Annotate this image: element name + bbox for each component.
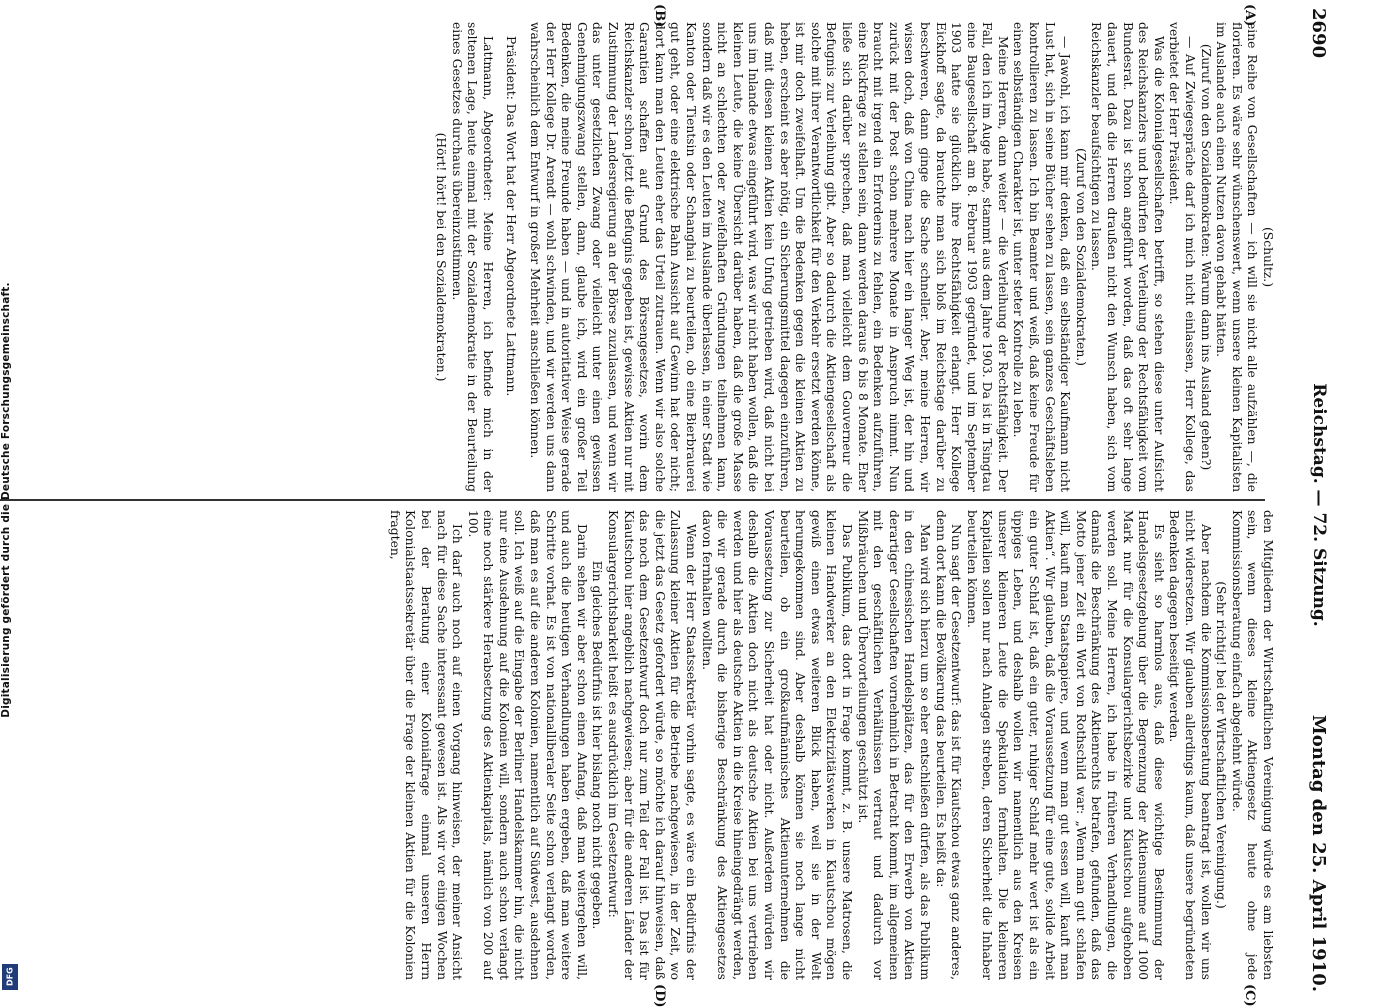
paragraph: Aber nachdem die Kommissionsberatung beantragt ist, wollen wir uns nicht widersetzen. Wir glauben allerdings kaum, daß unsere begründeten Bedenken dagegen beseitigt werden. [1167,510,1213,980]
paragraph: Das Publikum, das dort in Frage kommt, z. B. unsere Matrosen, die kleinen Handwerker an den Elektrizitätswerken in Kiautschou mögen gewiß einen etwas weiteren Blick haben, weil sie in der Welt herumgekommen sind. Aber deshalb können sie noch lange nicht beurteilen, ob ein großkaufmännisches Aktienunternehmen die Voraussetzung zur Sicherheit hat oder nicht. Außerdem würden wir deshalb die Aktien doch nicht als deutsche Aktien bei uns vertrieben werden und hier als deutsche Aktien in die Kreise hineingedrängt werden, die wir gerade durch die bisherige Beschränkung des Aktiengesetzes davon fernhalten wollten. [699,510,854,980]
paragraph: den Mitgliedern der Wirtschaftlichen Vereinigung würde es am liebsten sein, wenn dieses kleine Aktiengesetz heute ohne jede Kommissionsberatung einfach abgelehnt würde. [1229,510,1275,980]
speaker-marker: (Schultz.) [1261,226,1275,287]
left-text-column [20,22,1275,492]
digitization-credit [0,0,20,1000]
paragraph: Darin sehen wir aber schon einen Anfang, daß man weitergehen will, und auch die heutigen Verhandlungen haben ergeben, daß man weitere Schritte vorhat. Es ist von nationalliberaler Seite schon verlangt worden, daß man es auf die anderen Kolonien, namentlich auf Südwest, ausdehnen soll. Ich weiß auf die Eingabe der Berliner Handelskammer hin, die nicht nur eine Ausdehnung auf die Kolonien will, sondern auch schon verlangt eine noch stärkere Herabsetzung des Aktienkapitals, nämlich von 200 auf 100. [465,510,589,980]
paragraph: Wenn der Herr Staatssekretär vorhin sagte, es wäre ein Bedürfnis der Zulassung kleiner Aktien für die Betriebe nachgewiesen, in der Zeit, wo die jetzt das Gesetz gefordert würde, so möchte ich darauf hinweisen, daß das noch dem Gesetzentwurf doch nur zum Teil der Fall ist. Das ist für Kiautschou hier angeblich nachgewiesen; aber für die anderen Länder der Konsulargerichtsbarkeit heißt es ausdrücklich im Gesetzentwurf: [606,510,699,980]
running-header: Reichstag. — 72. Sitzung. [1309,383,1329,627]
paragraph: Was die Kolonialgesellschaften betrifft, so stehen diese unter Aufsicht des Reichskanzlers und bedürfen der Verleihung der Rechtsfähigkeit vom Bundesrat. Dazu ist schon angeführt worden, daß das oft sehr lange dauert, und daß die Herren draußen nicht den Wunsch haben, sich vom Reichskanzler beaufsichtigen zu lassen. [1089,22,1166,492]
margin-letter-c: (C) [1242,984,1257,1007]
page-number: 2690 [1308,8,1329,59]
paragraph: eine Reihe von Gesellschaften — ich will sie nicht alle aufzählen —, die florieren. Es wäre sehr wünschenswert, wenn unsere kleinen Kapitalisten im Auslande auch einen Nutzen davon gehabt hätten. [1214,22,1260,492]
margin-letter-b: (B) [652,4,667,28]
president-statement: Präsident: Das Wort hat der Herr Abgeordnete Lattmann. [504,36,519,397]
header-date: Montag den 25. April 1910. [1308,714,1329,992]
margin-letter-a: (A) [1242,4,1257,27]
interjection: (Zuruf von den Sozialdemokraten: Warum dann ins Ausland gehen?) [1198,43,1213,471]
paragraph: — Auf Zwiegespräche darf ich mich nicht einlassen, Herr Kollege, das verbietet der Herr Präsident. [1167,22,1198,492]
interjection: (Zuruf von den Sozialdemokraten.) [1073,148,1088,366]
quotation: Man wird sich hierzu um so eher entschließen dürfen, als das Publikum in den chinesischen Handelsplätzen, das für den Erwerb von Aktien derartiger Gesellschaften vornehmlich in Betracht kommt, im allgemeinen mit den geschäftlichen Verhältnissen vertraut und dadurch vor Mißbräuchen und Übervorteilungen geschützt ist. [855,510,932,980]
paragraph: Meine Herren, dann weiter — die Verleihung der Rechtsfähigkeit. Der Fall, den ich im Auge habe, stammt aus dem Jahre 1903. Da ist in Tsingtau eine Baugesellschaft am 8. Februar 1903 gegründet, und im September 1903 hatte sie glücklich ihre Rechtsfähigkeit erlangt. Herr Kollege Eickhoff sagte, da brauchte man sich bloß im Reichstage darüber zu beschweren, dann ginge die Sache schneller. Aber, meine Herren, wir wissen doch, daß von China nach hier ein langer Weg ist, der hin und zurück mit der Post schon mehrere Monate in Anspruch nimmt. Nun braucht mit irgend ein Erfordernis zu fehlen, ein Bedenken aufzuführen, eine Rückfrage zu stellen sein, dann werden daraus 6 bis 8 Monate. Eher ließe sich darüber sprechen, daß man vielleicht dem Gouverneur die Befugnis zur Verleihung gibt. Aber so dadurch die Aktiengesellschaft als solche mit ihrer Verantwortlichkeit für den Verkehr ersetzt werden könne, ist mir doch zweifelhaft. Um die Bedenken gegen die kleinen Aktien zu heben, erscheint es aber nötig, ein Sicherungsmittel dagegen einzuführen, daß mit diesen kleinen Aktien kein Unfug getrieben wird, daß nicht bei uns im Inlande etwas eingeführt wird, was wir nicht haben wollen, daß die kleinen Leute, die keine Übersicht darüber haben, daß die große Masse nicht an schlechten oder zweifelhaften Gründungen teilnehmen kann, sondern daß wir es den Leuten im Auslande überlassen, in einer Stadt wie Kanton oder Tientsin oder Schanghai zu beurteilen, ob eine Bierbrauerei gut geht, oder eine elektrische Bahn Aussicht auf Gewinn hat oder nicht; dort kann man den Leuten eher das Urteil zutrauen. Wenn wir also solche Garantien schaffen auf Grund des Börsengesetzes, worin dem Reichskanzler schon jetzt die Befugnis gegeben ist, gewisse Aktien nur mit Zustimmung der Landesregierung an der Börse zuzulassen, und wenn wir das unter gesetzlichen Zwang oder vielleicht unter einen gewissen Genehmigungszwang stellen, dann, glaube ich, wird ein großer Teil Bedenken, die meine Freunde haben — und in autoritativer Weise gerade der Herr Kollege Dr. Arendt — wohl schwinden, und wir werden uns dann wahrscheinlich dem Entwurf in großer Mehrheit anschließen können. [528,22,1010,492]
speaker-lattmann: Lattmann, Abgeordneter: Meine Herren, ich befinde mich in der seltenen Lage, heute einmal mit der Sozialdemokratie in der Beurteilung eines Gesetzes durchaus übereinzustimmen. [449,22,495,492]
margin-letter-d: (D) [652,984,667,1008]
interjection: (Hört! hört! bei den Sozialdemokraten.) [434,132,449,382]
dfg-logo: DFG [2,964,18,990]
column-divider [0,499,1265,501]
paragraph: Es sieht so harmlos aus, daß diese wichtige Bestimmung der Handelsgesetzgebung über die Begrenzung der Aktiensumme auf 1000 Mark nur für die Konsulargerichtsbezirke und Kiautschou aufgehoben werden soll. Meine Herren, ich habe in früheren Verhandlungen, die damals die Beschränkung des Aktienrechts betrafen, gefunden, daß das Motto jener Zeit ein Wort von Rothschild war: „Wenn man gut schlafen will, kauft man Staatspapiere, und wenn man gut essen will, kauft man Aktien“. Wir glauben, daß die Voraussetzung für eine gute, solide Arbeit ein guter Schlaf ist, daß ein guter, ruhiger Schlaf mehr wert ist als ein üppiges Leben, und deshalb wollen wir namentlich aus den Kreisen unserer kleineren Leute die Spekulation fernhalten. Die kleineren Kapitalien sollen nur nach Anlagen streben, deren Sicherheit die Inhaber beurteilen können. [964,510,1166,980]
credit-text: Digitalisierung gefördert durch die Deutsche Forschungsgemeinschaft. [0,282,12,718]
quotation: Ein gleiches Bedürfnis ist hier bislang noch nicht gegeben. [590,560,605,930]
paragraph: Nun sagt der Gesetzentwurf: das ist für Kiautschou etwas ganz anderes, denn dort kann die Bevölkerung das beurteilen. Es heißt da: [933,510,964,980]
paragraph: Ich darf auch noch auf einen Vorgang hinweisen, der meiner Ansicht nach für diese Sache interessant gewesen ist. Als wir vor einigen Wochen bei der Beratung einer Kolonialfrage einmal unseren Herrn Kolonialstaatssekretär über die Frage der kleinen Aktien für die Kolonien fragten, [387,510,465,980]
right-text-column [20,510,1275,980]
interjection: (Sehr richtig! bei der Wirtschaftlichen Vereinigung.) [1214,581,1229,909]
paragraph: — Jawohl, ich kann mir denken, daß ein selbständiger Kaufmann nicht Lust hat, sich in seine Bücher sehen zu lassen, sein ganzes Geschäftsleben kontrollieren zu lassen. Ich bin Beamter und weiß, daß keine Freude für einen selbständigen Charakter ist, unter steter Kontrolle zu leben. [1011,22,1073,492]
